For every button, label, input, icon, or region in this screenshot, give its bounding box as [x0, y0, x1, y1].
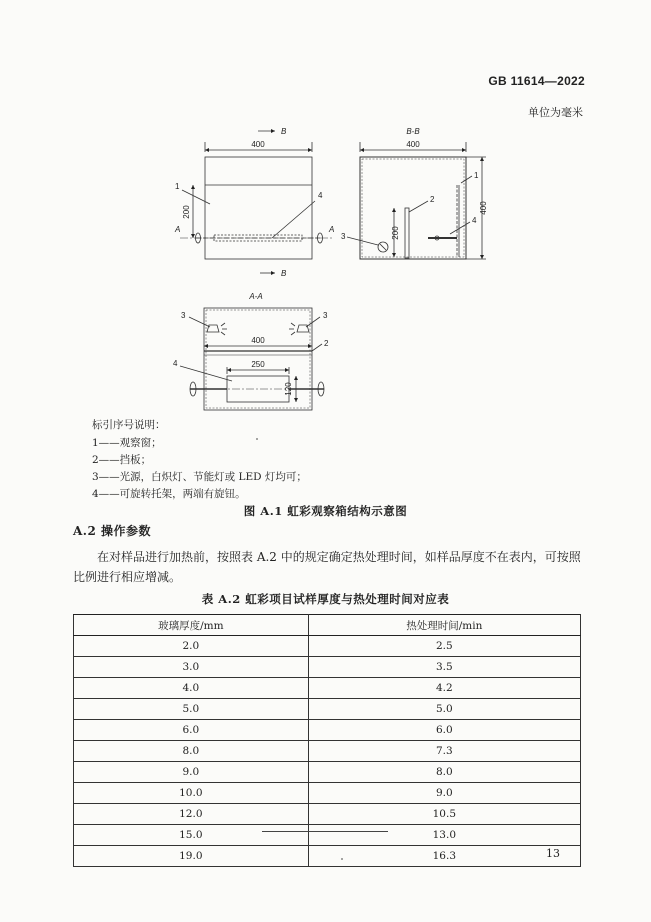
front-view-callout-4: 4: [173, 359, 178, 368]
time-cell: 7.3: [308, 741, 580, 762]
table-row: [74, 783, 581, 804]
side-view: [341, 127, 488, 259]
thickness-cell: 5.0: [74, 699, 309, 720]
unit-note: 单位为毫米: [528, 106, 583, 119]
time-cell: 10.5: [308, 804, 580, 825]
table-row: [74, 636, 581, 657]
page-number: 13: [546, 847, 560, 860]
side-view-callout-4: 4: [472, 216, 477, 225]
time-cell: 2.5: [308, 636, 580, 657]
table-row: [74, 804, 581, 825]
time-cell: 4.2: [308, 678, 580, 699]
top-view-side-label-left: A: [175, 225, 181, 234]
section-paragraph: [73, 547, 583, 587]
footer-divider: [262, 831, 388, 832]
thickness-cell: 9.0: [74, 762, 309, 783]
front-view-holder-height-dim: 120: [284, 382, 293, 396]
standard-number: GB 11614—2022: [488, 74, 585, 88]
legend-heading: 标引序号说明：: [92, 419, 166, 431]
section-heading: A.2 操作参数: [73, 524, 152, 538]
top-view-callout-4: 4: [318, 191, 323, 200]
front-view-holder-width-dim: 250: [251, 360, 265, 369]
table-row: [74, 699, 581, 720]
thickness-cell: 10.0: [74, 783, 309, 804]
table-row: [74, 720, 581, 741]
time-cell: 3.5: [308, 657, 580, 678]
table-row: [74, 762, 581, 783]
time-cell: 5.0: [308, 699, 580, 720]
scan-speck: [341, 858, 343, 860]
table-header-row: [74, 615, 581, 636]
side-view-height-dim: 400: [479, 201, 488, 215]
side-view-callout-1: 1: [474, 171, 479, 180]
scan-speck: [256, 438, 258, 440]
header-time: 热处理时间/min: [308, 615, 580, 636]
table-row: [74, 657, 581, 678]
table-row: [74, 741, 581, 762]
front-view-callout-2: 2: [324, 339, 329, 348]
time-cell: 6.0: [308, 720, 580, 741]
front-view-title: A-A: [249, 292, 263, 301]
figure-caption: 图 A.1 虹彩观察箱结构示意图: [243, 504, 408, 518]
front-view: [173, 292, 329, 410]
top-view-callout-1: 1: [175, 182, 180, 191]
front-view-callout-3-right: 3: [323, 311, 328, 320]
thickness-cell: 19.0: [74, 846, 309, 867]
side-view-callout-3: 3: [341, 232, 346, 241]
legend-item: 3——光源，白炽灯、节能灯或 LED 灯均可；: [92, 471, 307, 483]
thickness-cell: 12.0: [74, 804, 309, 825]
paragraph-text: 在对样品进行加热前，按照表 A.2 中的规定确定热处理时间，如样品厚度不在表内，可按照比例进行相应增减。: [73, 550, 581, 584]
front-view-callout-3-left: 3: [181, 311, 186, 320]
side-view-width-dim: 400: [406, 140, 420, 149]
time-cell: 16.3: [308, 846, 580, 867]
legend-item: 1——观察窗；: [92, 437, 162, 449]
front-view-width-dim: 400: [251, 336, 265, 345]
thickness-time-table: [73, 614, 581, 867]
table-caption: 表 A.2 虹彩项目试样厚度与热处理时间对应表: [201, 592, 450, 606]
time-cell: 9.0: [308, 783, 580, 804]
time-cell: 8.0: [308, 762, 580, 783]
legend-item: 4——可旋转托架，两端有旋钮。: [92, 488, 246, 500]
header-thickness: 玻璃厚度/mm: [74, 615, 309, 636]
legend-item: 2——挡板；: [92, 454, 152, 466]
top-view-width-dim: 400: [251, 140, 265, 149]
thickness-cell: 4.0: [74, 678, 309, 699]
top-view: [174, 127, 334, 278]
top-view-height-dim: 200: [182, 205, 191, 219]
top-view-side-label-right: A: [329, 225, 335, 234]
table-row: [74, 846, 581, 867]
top-view-section-label-top: B: [281, 127, 287, 136]
thickness-cell: 2.0: [74, 636, 309, 657]
time-cell: 13.0: [308, 825, 580, 846]
thickness-cell: 15.0: [74, 825, 309, 846]
top-view-section-label-bottom: B: [281, 269, 287, 278]
thickness-cell: 8.0: [74, 741, 309, 762]
side-view-title: B-B: [406, 127, 420, 136]
table-row: [74, 825, 581, 846]
thickness-cell: 3.0: [74, 657, 309, 678]
table-row: [74, 678, 581, 699]
side-view-lamp-height-dim: 200: [391, 226, 400, 240]
side-view-callout-2: 2: [430, 195, 435, 204]
thickness-cell: 6.0: [74, 720, 309, 741]
